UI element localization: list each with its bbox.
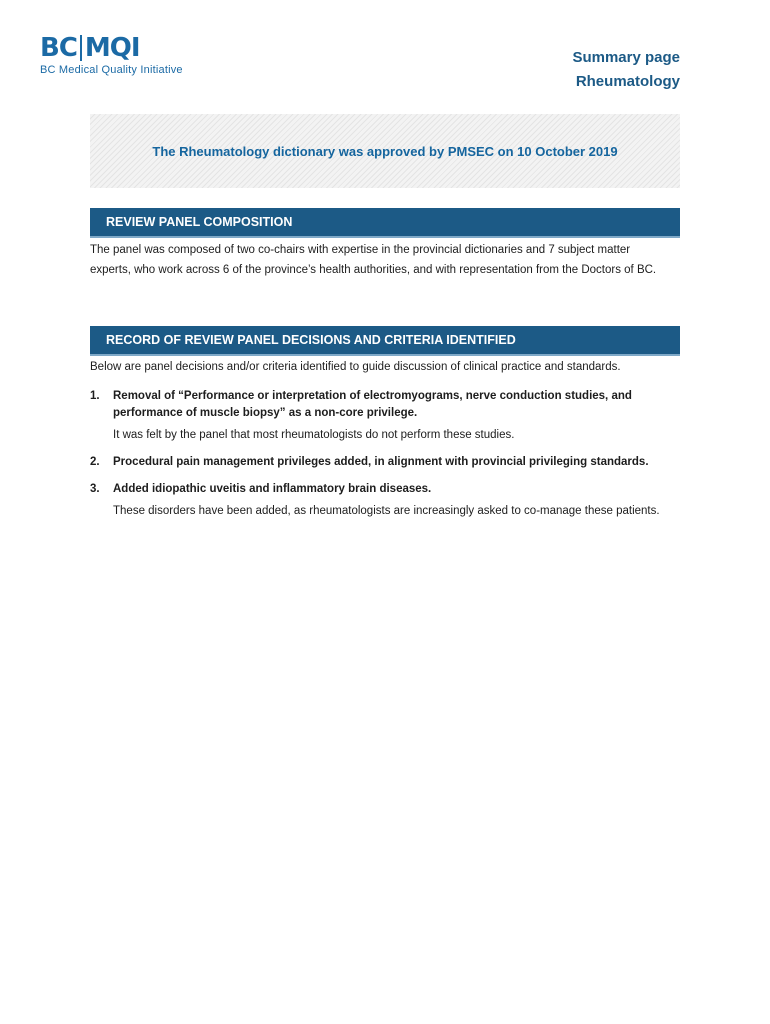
composition-paragraph: The panel was composed of two co-chairs with expertise in the provincial dictionaries and 7 subject matter experts, who work across 6 of the province’s health authorities, and with representation from the Doctors of BC.	[90, 244, 657, 276]
list-item	[90, 481, 680, 520]
item-note: It was felt by the panel that most rheumatologists do not perform these studies.	[113, 429, 515, 441]
approval-text: The Rheumatology dictionary was approved by PMSEC on 10 October 2019	[152, 143, 618, 159]
item-number: 2.	[90, 456, 100, 468]
section-heading-composition: REVIEW PANEL COMPOSITION	[90, 208, 680, 238]
section-heading-decisions: RECORD OF REVIEW PANEL DECISIONS AND CRITERIA IDENTIFIED	[90, 326, 680, 356]
bcmqi-logo	[40, 34, 183, 76]
list-item	[90, 454, 680, 471]
title-line-1: Summary page	[572, 49, 680, 66]
item-number: 1.	[90, 390, 100, 402]
document-title	[572, 46, 680, 94]
approval-banner	[90, 114, 680, 188]
decisions-intro: Below are panel decisions and/or criteria identified to guide discussion of clinical practice and standards.	[90, 361, 621, 373]
item-title: Procedural pain management privileges added, in alignment with provincial privileging standards.	[113, 456, 649, 468]
logo-bc: BC	[40, 33, 77, 63]
item-title: Added idiopathic uveitis and inflammatory brain diseases.	[113, 483, 432, 495]
logo-subtitle: BC Medical Quality Initiative	[40, 64, 183, 76]
item-number: 3.	[90, 483, 100, 495]
logo-divider	[80, 35, 82, 61]
item-note: These disorders have been added, as rheumatologists are increasingly asked to co-manage these patients.	[113, 505, 660, 517]
item-title: Removal of “Performance or interpretation of electromyograms, nerve conduction studies, and performance of muscle biopsy” as a non-core privilege.	[113, 390, 632, 419]
decision-list	[90, 388, 680, 530]
list-item	[90, 388, 680, 444]
title-line-2: Rheumatology	[575, 73, 680, 90]
logo-mqi: MQI	[84, 33, 140, 63]
logo-mark	[40, 34, 183, 62]
